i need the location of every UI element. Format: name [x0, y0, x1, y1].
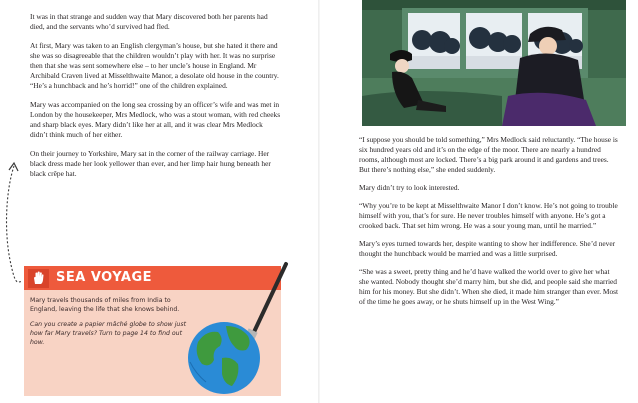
right-paragraph-5: “She was a sweet, pretty thing and he’d have walked the world over to give her what she wanted. Nobody thought she’d marry him, but she did, and people said she married him for his money. But she didn’t. When she died, it made him stranger than ever. Most of the time he goes away, or he shuts himself up in the West Wing.”: [359, 267, 619, 306]
right-paragraph-3: “Why you’re to be kept at Misselthwaite Manor I don’t know. He’s not going to trouble himself with you, that’s for sure. He never troubles himself with anyone. He’s got a crooked back. That set him wrong. He was a sour young man, until he married.”: [359, 201, 618, 230]
left-page-text: [30, 12, 282, 187]
left-paragraph-3: Mary was accompanied on the long sea crossing by an officer’s wife and was met in London by the housekeeper, Mrs Medlock, who was a stout woman, with red cheeks and sharp black eyes. Mary didn’t like her at all, and it was clear Mrs Medlock didn’t think much of her either.: [30, 100, 281, 139]
right-paragraph-2: Mary didn’t try to look interested.: [359, 183, 460, 192]
left-paragraph-4: On their journey to Yorkshire, Mary sat in the corner of the railway carriage. Her black dress made her look yellower than ever, and her limp hair hung beneath her black crêpe hat.: [30, 149, 271, 178]
sea-voyage-title: SEA VOYAGE: [56, 270, 153, 285]
gutter-shadow: [318, 0, 320, 403]
right-paragraph-4: Mary’s eyes turned towards her, despite wanting to show her indifference. She’d never thought the hunchback would be married and was a little surprised.: [359, 239, 616, 258]
left-paragraph-2: At first, Mary was taken to an English clergyman’s house, but she hated it there and she was so disagreeable that the children wouldn’t play with her. It was no surprise then that she was sent somewhere else – to her uncle’s house in England. Mr Archibald Craven lived at Misselthwaite Manor, a desolate old house in the country. “He’s a hunchback and he’s horrid!” one of the children explained.: [30, 41, 279, 90]
sea-voyage-question: Can you create a papier mâché globe to show just how far Mary travels? Turn to page 14 to find out how.: [30, 321, 186, 346]
right-paragraph-1: “I suppose you should be told something,” Mrs Medlock said reluctantly. “The house is six hundred years old and it’s on the edge of the moor. There are nearly a hundred rooms, although most are locked. There’s a big park around it and gardens and trees. But there’s nothing else,” she ended suddenly.: [359, 135, 618, 174]
hand-icon: [28, 269, 49, 288]
globe-with-paintbrush-icon: [162, 246, 292, 396]
left-paragraph-1: It was in that strange and sudden way that Mary discovered both her parents had died, and the servants who’d survived had fled.: [30, 12, 268, 31]
sea-voyage-text: Mary travels thousands of miles from India to England, leaving the life that she knows behind.: [30, 297, 180, 313]
right-page-text: [359, 135, 621, 315]
train-carriage-illustration: [362, 0, 626, 126]
